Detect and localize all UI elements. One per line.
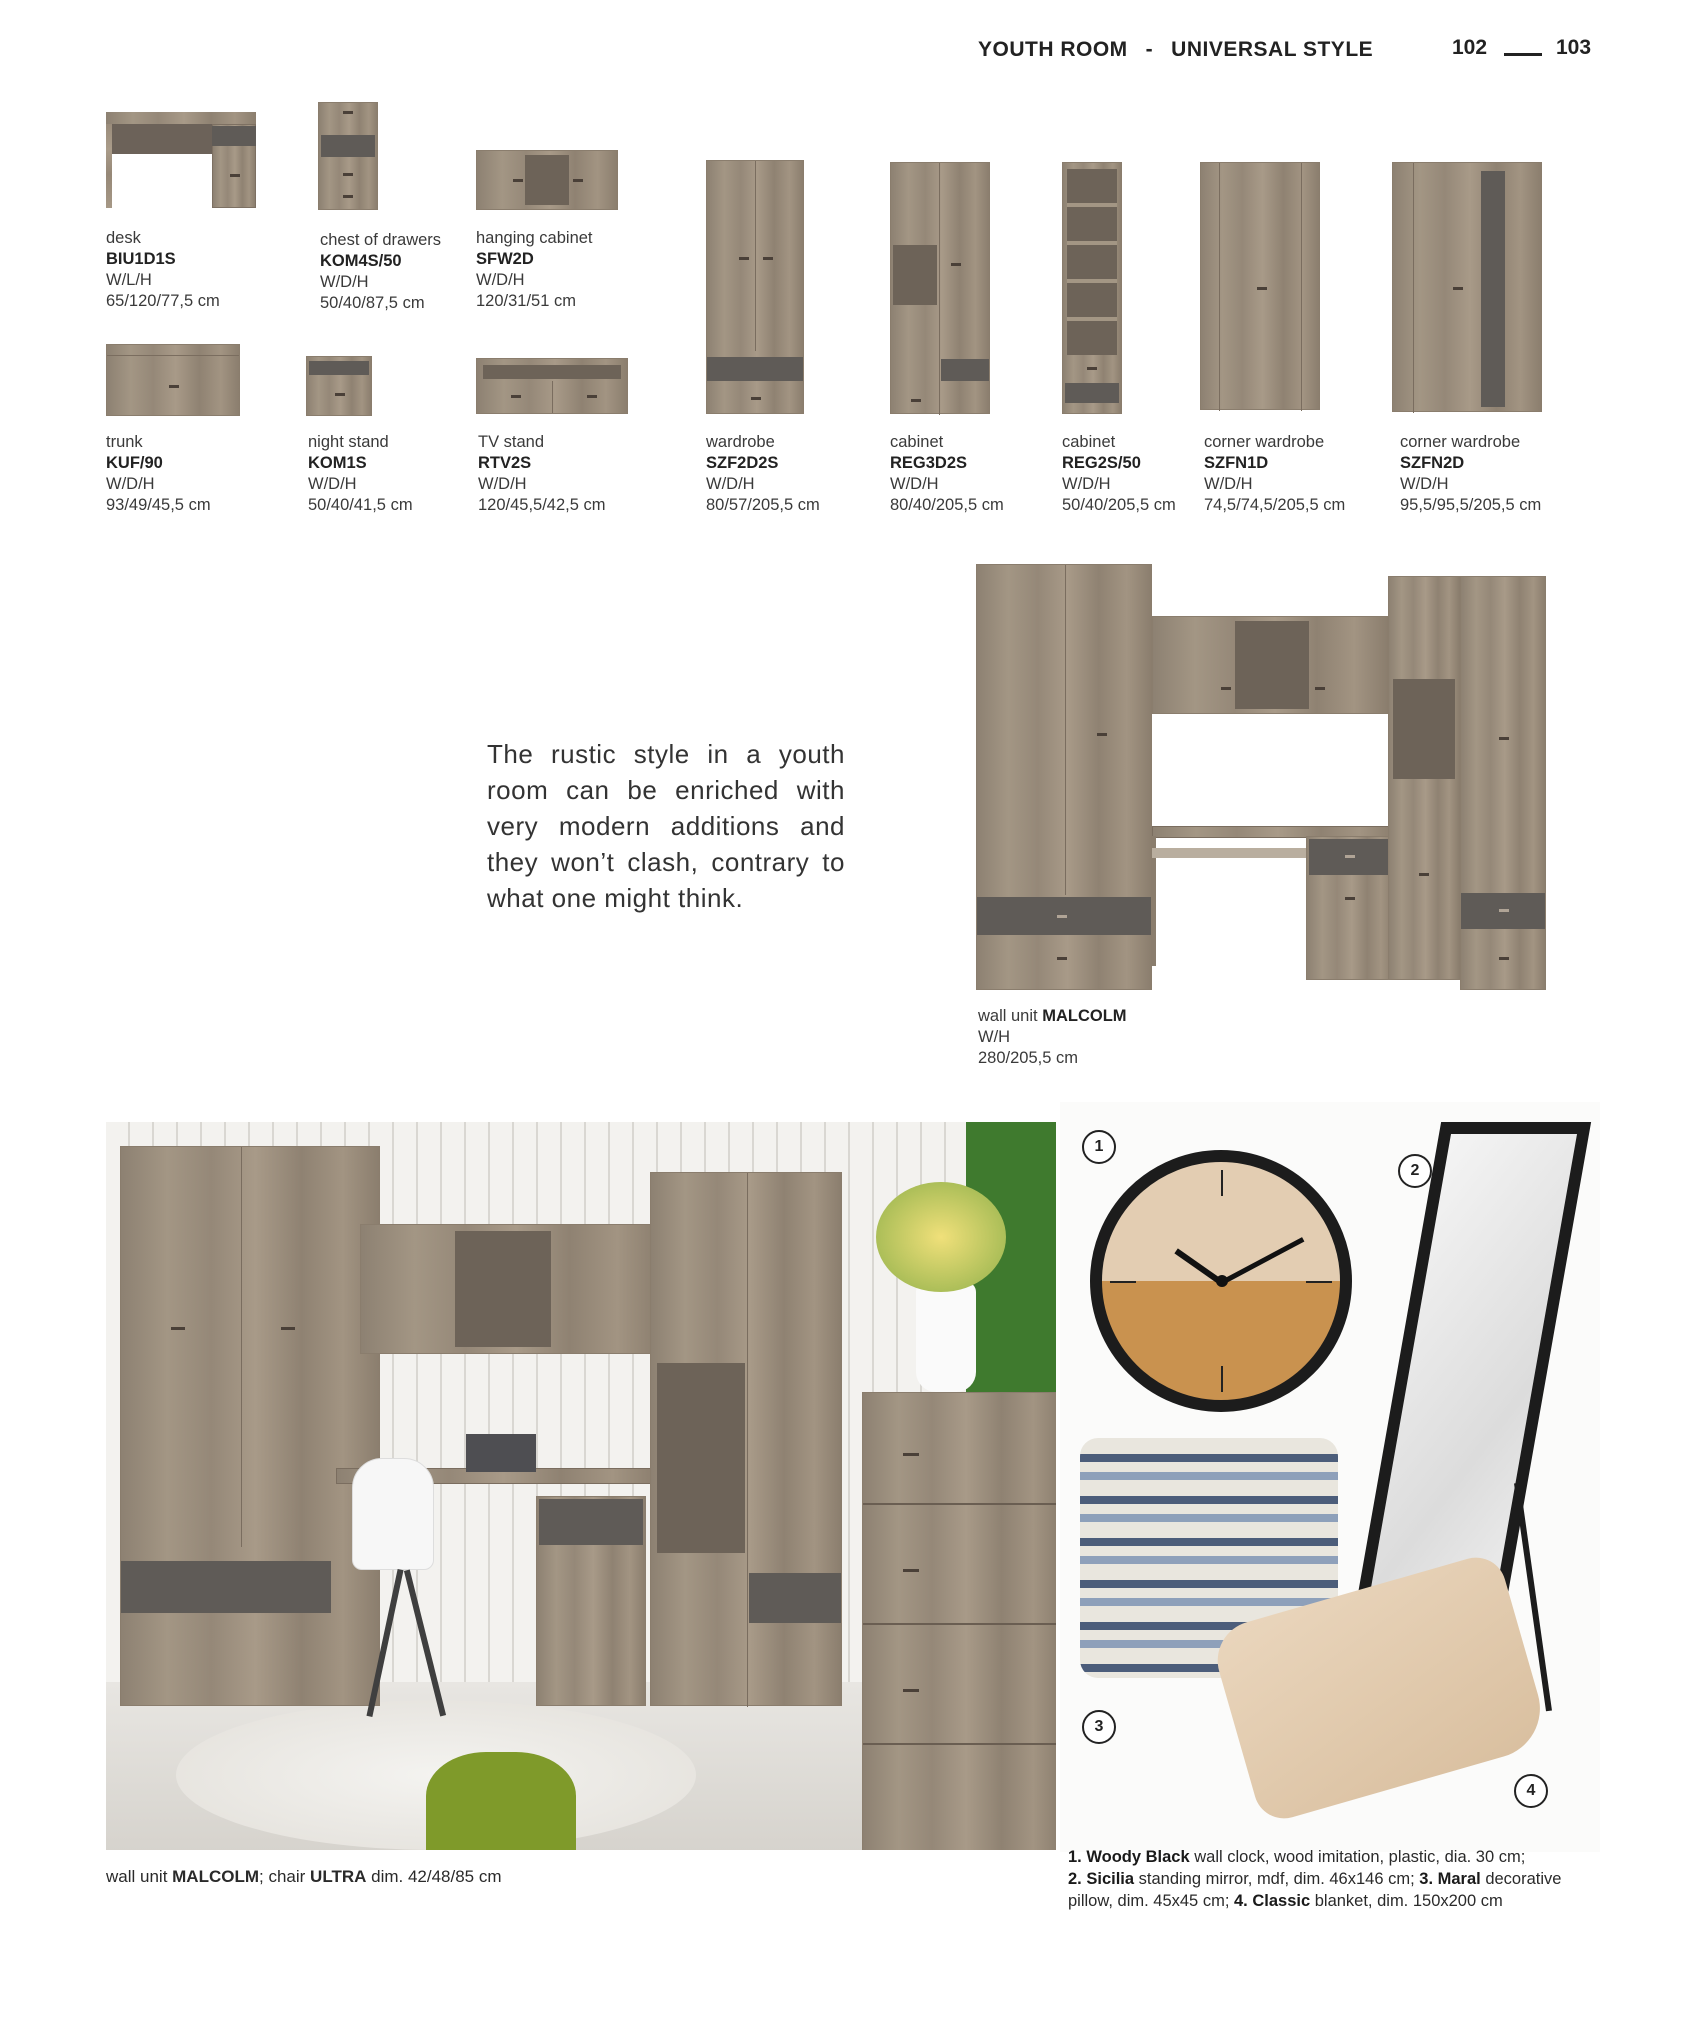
- decor-panel: [1060, 1102, 1600, 1852]
- flower-vase: [916, 1282, 976, 1392]
- dresser: [862, 1392, 1056, 1850]
- hanging-cabinet-image: [476, 150, 618, 210]
- flowers: [876, 1182, 1006, 1292]
- product-dim-label: W/D/H: [478, 475, 527, 493]
- chair-ultra: [352, 1458, 462, 1628]
- product-dim-label: W/D/H: [106, 475, 155, 493]
- decor-item-desc: standing mirror, mdf, dim. 46x146 cm;: [1134, 1870, 1420, 1888]
- product-code: KUF/90: [106, 454, 163, 472]
- product-dim-label: W/D/H: [706, 475, 755, 493]
- product-dims: 95,5/95,5/205,5 cm: [1400, 496, 1542, 514]
- decor-item-desc: blanket, dim. 150x200 cm: [1310, 1892, 1503, 1910]
- room-photo-caption: [106, 1867, 502, 1887]
- product-code: KOM4S/50: [320, 252, 402, 270]
- wall-unit-name: MALCOLM: [1042, 1007, 1127, 1025]
- product-label-wardrobe: [706, 432, 820, 516]
- product-name: desk: [106, 229, 141, 247]
- product-dim-label: W/D/H: [320, 273, 369, 291]
- decor-item-num: 4.: [1233, 1892, 1248, 1910]
- wall-unit-prefix: wall unit: [978, 1007, 1043, 1025]
- product-label-corner-wardrobe-szfn2d: [1400, 432, 1541, 516]
- green-pillow: [426, 1752, 576, 1850]
- caption-wall-unit: MALCOLM: [172, 1867, 260, 1886]
- product-name: cabinet: [890, 433, 944, 451]
- product-name: trunk: [106, 433, 143, 451]
- subsection-name: UNIVERSAL STYLE: [1171, 38, 1374, 61]
- cabinet-reg3d2s-image: [890, 162, 990, 414]
- product-code: KOM1S: [308, 454, 367, 472]
- product-label-corner-wardrobe-szfn1d: [1204, 432, 1345, 516]
- wall-clock-image: [1090, 1150, 1352, 1412]
- decor-item-num: 3.: [1419, 1870, 1434, 1888]
- product-name: TV stand: [478, 433, 545, 451]
- product-code: SZFN1D: [1204, 454, 1269, 472]
- product-dims: 120/45,5/42,5 cm: [478, 496, 606, 514]
- product-code: SFW2D: [476, 250, 534, 268]
- product-dim-label: W/D/H: [1062, 475, 1111, 493]
- product-name: hanging cabinet: [476, 229, 593, 247]
- product-code: REG2S/50: [1062, 454, 1141, 472]
- product-name: wardrobe: [706, 433, 775, 451]
- page-number-right: 103: [1556, 36, 1592, 59]
- product-name: corner wardrobe: [1400, 433, 1521, 451]
- product-dim-label: W/D/H: [476, 271, 525, 289]
- product-label-desk: [106, 228, 220, 312]
- caption-separator: ; chair: [259, 1867, 311, 1886]
- product-code: RTV2S: [478, 454, 532, 472]
- marker-2: 2: [1398, 1154, 1432, 1188]
- caption-chair-dims: dim. 42/48/85 cm: [366, 1867, 502, 1886]
- decor-item-num: 1.: [1068, 1848, 1082, 1866]
- desk-image: [106, 112, 256, 208]
- wardrobe-image: [706, 160, 804, 414]
- product-label-trunk: [106, 432, 211, 516]
- product-name: corner wardrobe: [1204, 433, 1325, 451]
- chest-of-drawers-image: [318, 102, 378, 210]
- decor-item-desc: wall clock, wood imitation, plastic, dia. 30 cm;: [1189, 1848, 1526, 1866]
- product-code: SZFN2D: [1400, 454, 1465, 472]
- marker-3: 3: [1082, 1710, 1116, 1744]
- product-name: cabinet: [1062, 433, 1116, 451]
- product-dims: 50/40/87,5 cm: [320, 294, 425, 312]
- decor-item-name: Maral: [1437, 1870, 1481, 1888]
- product-dim-label: W/D/H: [1400, 475, 1449, 493]
- product-dim-label: W/D/H: [890, 475, 939, 493]
- caption-prefix: wall unit: [106, 1867, 173, 1886]
- marker-1: 1: [1082, 1130, 1116, 1164]
- product-dim-label: W/D/H: [308, 475, 357, 493]
- editorial-quote: The rustic style in a youth room can be enriched with very modern additions and they won’t clash, contrary to what one might think.: [487, 739, 845, 913]
- product-label-night-stand: [308, 432, 413, 516]
- product-dims: 50/40/41,5 cm: [308, 496, 413, 514]
- wall-unit-dim-label: W/H: [978, 1028, 1011, 1046]
- product-label-tv-stand: [478, 432, 606, 516]
- night-stand-image: [306, 356, 372, 416]
- product-label-hanging-cabinet: [476, 228, 593, 312]
- product-dims: 93/49/45,5 cm: [106, 496, 211, 514]
- product-label-cabinet-reg3d2s: [890, 432, 1004, 516]
- product-name: chest of drawers: [320, 231, 442, 249]
- trunk-image: [106, 344, 240, 416]
- wall-unit-dims: 280/205,5 cm: [978, 1049, 1078, 1067]
- section-name: YOUTH ROOM: [978, 38, 1128, 61]
- title-separator: -: [1145, 38, 1154, 61]
- cabinet-reg2s50-image: [1062, 162, 1122, 414]
- product-name: night stand: [308, 433, 389, 451]
- page-number-left: 102: [1452, 36, 1488, 59]
- section-title: [978, 38, 1391, 62]
- product-code: REG3D2S: [890, 454, 968, 472]
- decor-item-name: Woody Black: [1086, 1848, 1190, 1866]
- tv-stand-image: [476, 358, 628, 414]
- laptop: [466, 1434, 536, 1472]
- decor-caption: [1068, 1846, 1588, 1912]
- corner-wardrobe-szfn2d-image: [1392, 162, 1542, 412]
- marker-4: 4: [1514, 1774, 1548, 1808]
- product-code: SZF2D2S: [706, 454, 779, 472]
- product-label-cabinet-reg2s50: [1062, 432, 1176, 516]
- decor-item-name: Sicilia: [1086, 1870, 1135, 1888]
- product-label-chest-of-drawers: [320, 230, 441, 314]
- product-dims: 74,5/74,5/205,5 cm: [1204, 496, 1346, 514]
- corner-wardrobe-szfn1d-image: [1200, 162, 1320, 410]
- room-photo: [106, 1122, 1056, 1850]
- wall-unit-caption: [978, 1006, 1127, 1069]
- decor-item-desc: decorative pillow, dim. 45x45 cm;: [1068, 1870, 1562, 1910]
- decor-item-num: 2.: [1068, 1870, 1082, 1888]
- product-dims: 50/40/205,5 cm: [1062, 496, 1176, 514]
- product-dims: 120/31/51 cm: [476, 292, 576, 310]
- product-dims: 80/40/205,5 cm: [890, 496, 1004, 514]
- caption-chair: ULTRA: [310, 1867, 367, 1886]
- decor-item-name: Classic: [1252, 1892, 1311, 1910]
- page-number-divider: [1504, 53, 1542, 56]
- product-dims: 65/120/77,5 cm: [106, 292, 220, 310]
- product-dim-label: W/L/H: [106, 271, 152, 289]
- wall-unit-malcolm-image: [976, 564, 1550, 994]
- product-dim-label: W/D/H: [1204, 475, 1253, 493]
- product-dims: 80/57/205,5 cm: [706, 496, 820, 514]
- product-code: BIU1D1S: [106, 250, 176, 268]
